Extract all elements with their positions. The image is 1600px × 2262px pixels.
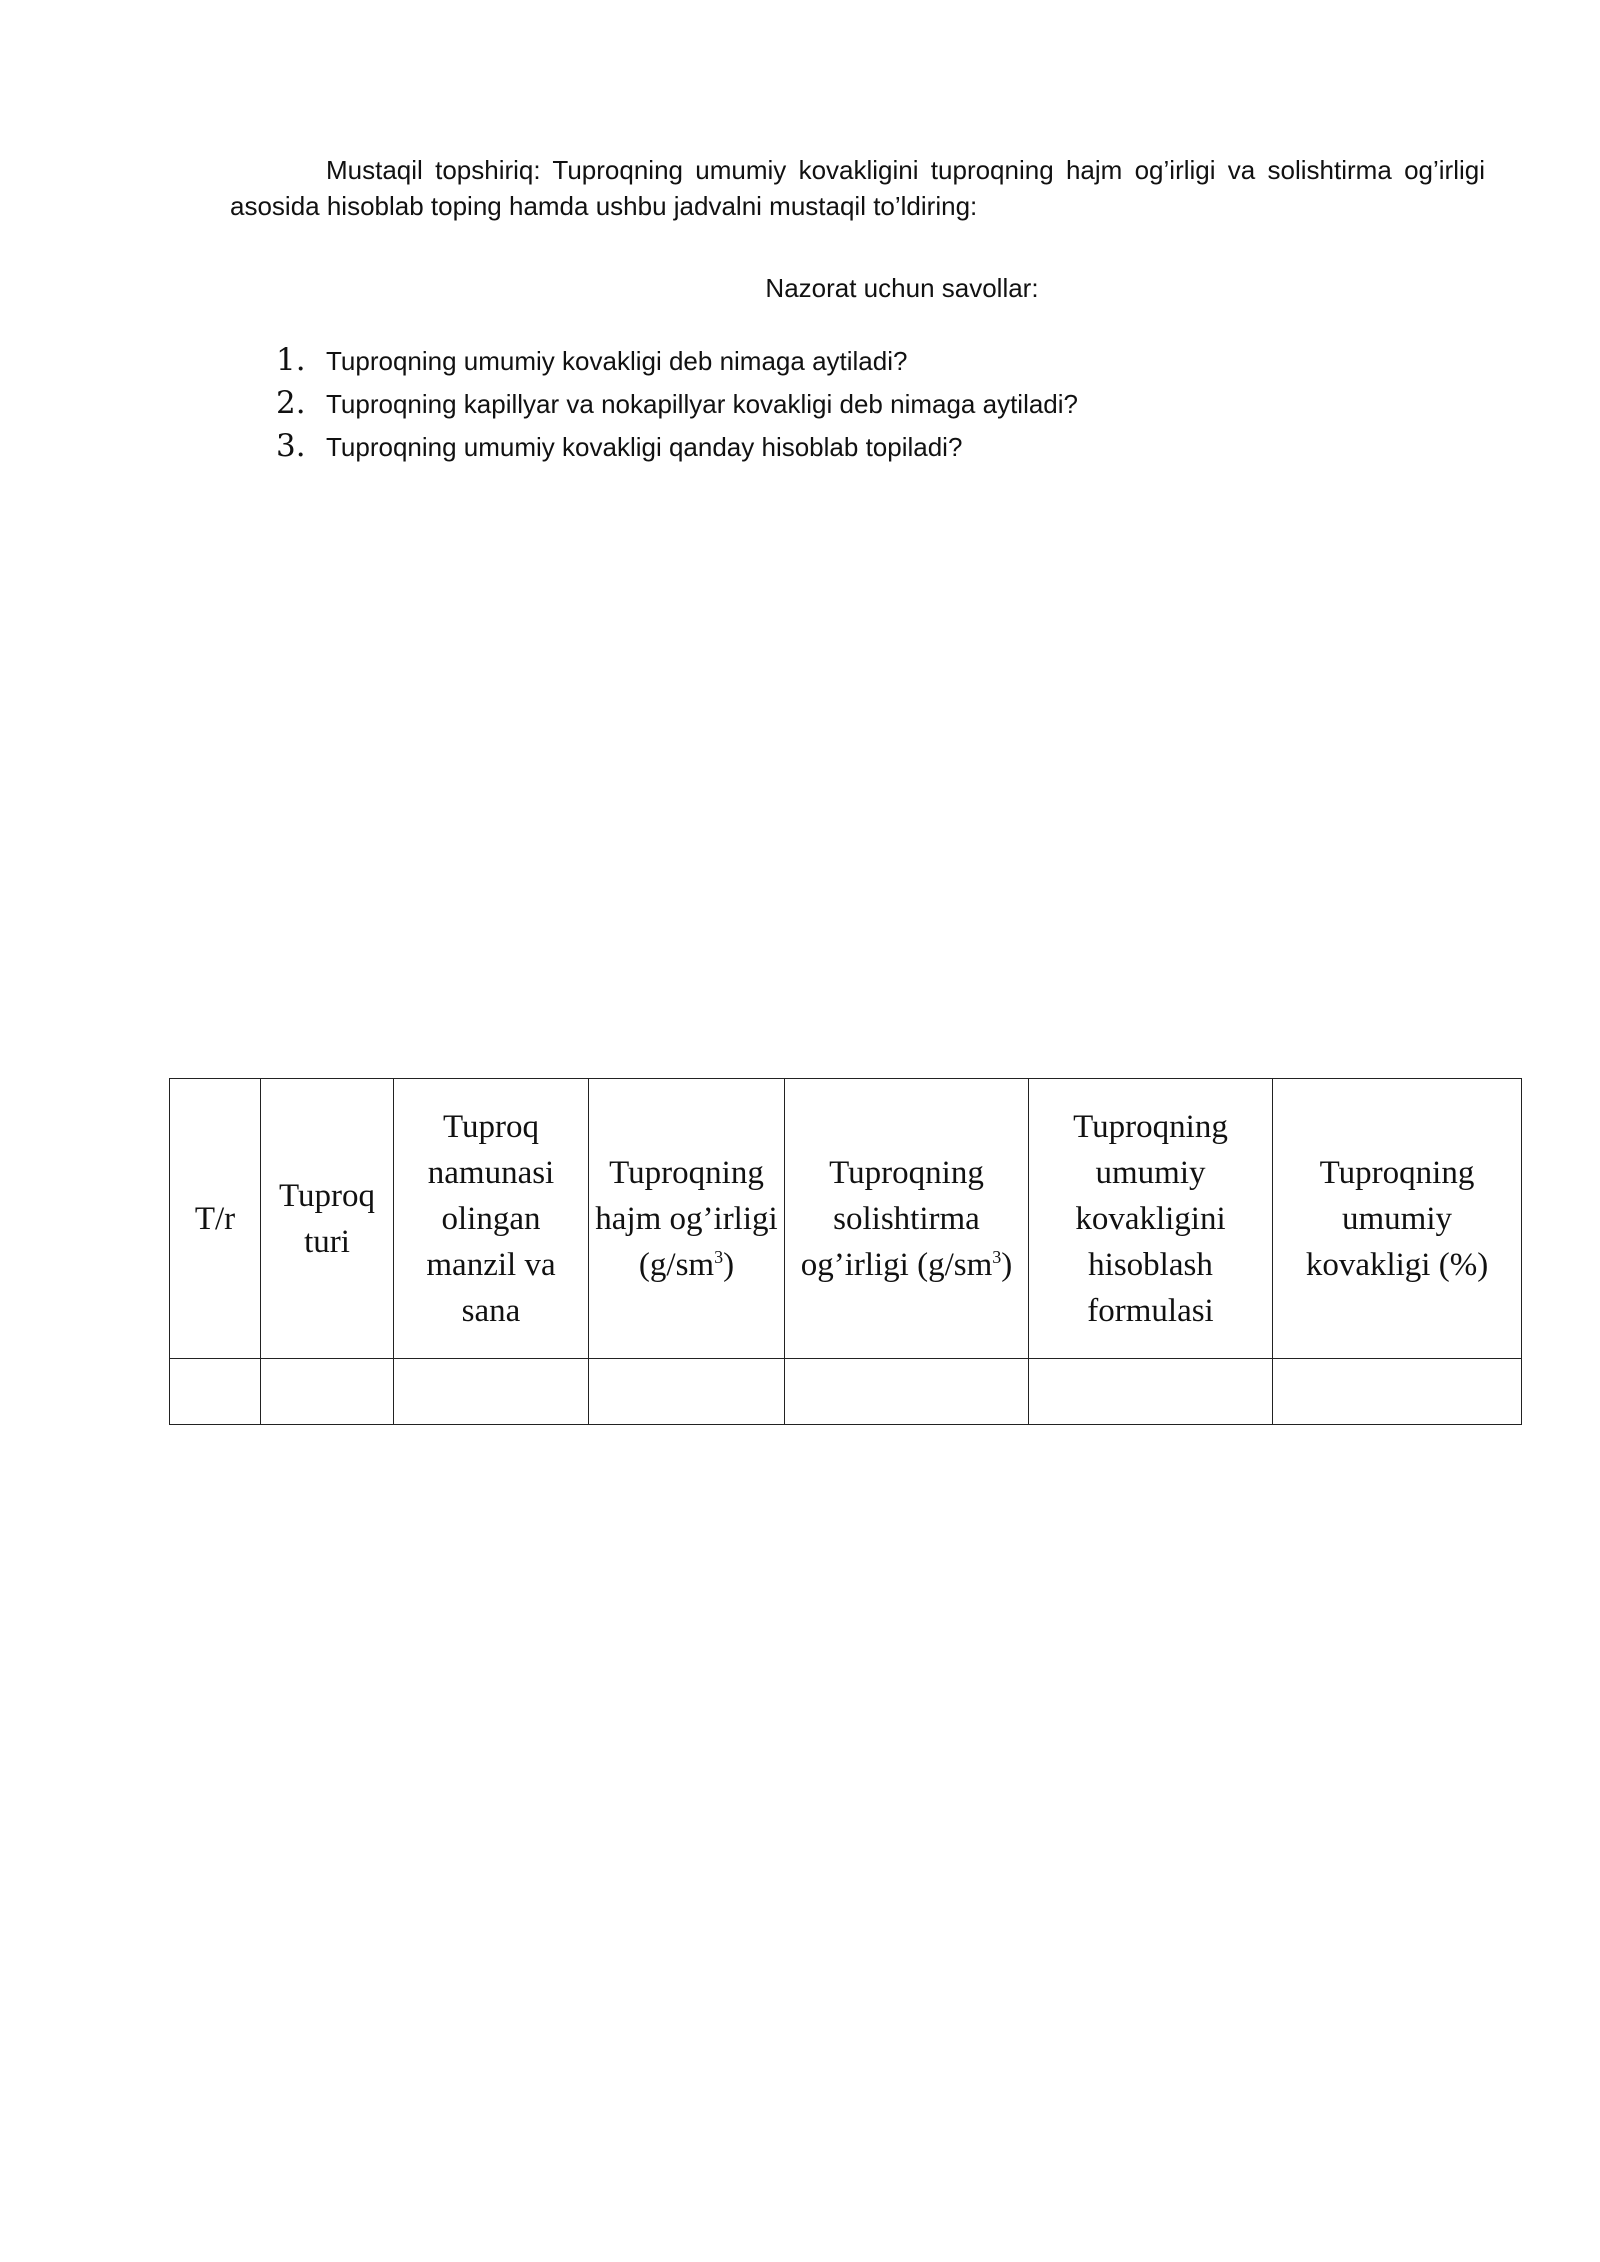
column-header-sample-location <box>394 1079 589 1359</box>
header-label: Tuproq namunasi olingan manzil va sana <box>426 1108 556 1329</box>
table-row <box>170 1359 1522 1425</box>
column-header-soil-type <box>261 1079 394 1359</box>
superscript: 3 <box>714 1246 724 1267</box>
table-cell[interactable] <box>394 1359 589 1425</box>
header-label: Tuproqning solishtirma og’irligi (g/sm <box>800 1154 993 1283</box>
list-number: 3. <box>276 428 306 464</box>
list-number: 2. <box>276 385 306 421</box>
header-label: Tuproqning umumiy kovakligi (%) <box>1305 1154 1489 1283</box>
data-table-wrapper <box>169 1078 1522 1425</box>
list-item <box>276 385 1078 428</box>
column-header-bulk-density <box>589 1079 785 1359</box>
data-table <box>169 1078 1522 1425</box>
column-header-specific-gravity <box>785 1079 1029 1359</box>
table-cell[interactable] <box>589 1359 785 1425</box>
table-cell[interactable] <box>1273 1359 1522 1425</box>
column-header-porosity <box>1273 1079 1522 1359</box>
questions-list <box>276 342 1078 471</box>
superscript: 3 <box>992 1246 1002 1267</box>
header-label-suffix: ) <box>723 1246 735 1283</box>
table-cell[interactable] <box>785 1359 1029 1425</box>
table-cell[interactable] <box>261 1359 394 1425</box>
list-item <box>276 342 1078 385</box>
question-text: Tuproqning umumiy kovakligi qanday hisoblab topiladi? <box>326 432 963 462</box>
column-header-formula <box>1029 1079 1273 1359</box>
list-item <box>276 428 1078 471</box>
header-label: T/r <box>194 1200 236 1237</box>
questions-heading: Nazorat uchun savollar: <box>765 273 1039 303</box>
table-cell[interactable] <box>1029 1359 1273 1425</box>
list-number: 1. <box>276 342 306 378</box>
table-header-row <box>170 1079 1522 1359</box>
question-text: Tuproqning kapillyar va nokapillyar kovakligi deb nimaga aytiladi? <box>326 389 1079 419</box>
table-cell[interactable] <box>170 1359 261 1425</box>
header-label: Tuproqning umumiy kovakligini hisoblash formulasi <box>1073 1108 1228 1329</box>
header-label-suffix: ) <box>1001 1246 1013 1283</box>
task-paragraph: Mustaqil topshiriq: Tuproqning umumiy kovakligini tuproqning hajm og’irligi va solishtirma og’irligi asosida hisoblab toping hamda ushbu jadvalni mustaqil to’ldiring: <box>230 155 1485 221</box>
question-text: Tuproqning umumiy kovakligi deb nimaga aytiladi? <box>326 346 908 376</box>
header-label: Tuproqning hajm og’irligi (g/sm <box>595 1154 778 1283</box>
header-label: Tuproq turi <box>279 1177 375 1260</box>
column-header-number <box>170 1079 261 1359</box>
